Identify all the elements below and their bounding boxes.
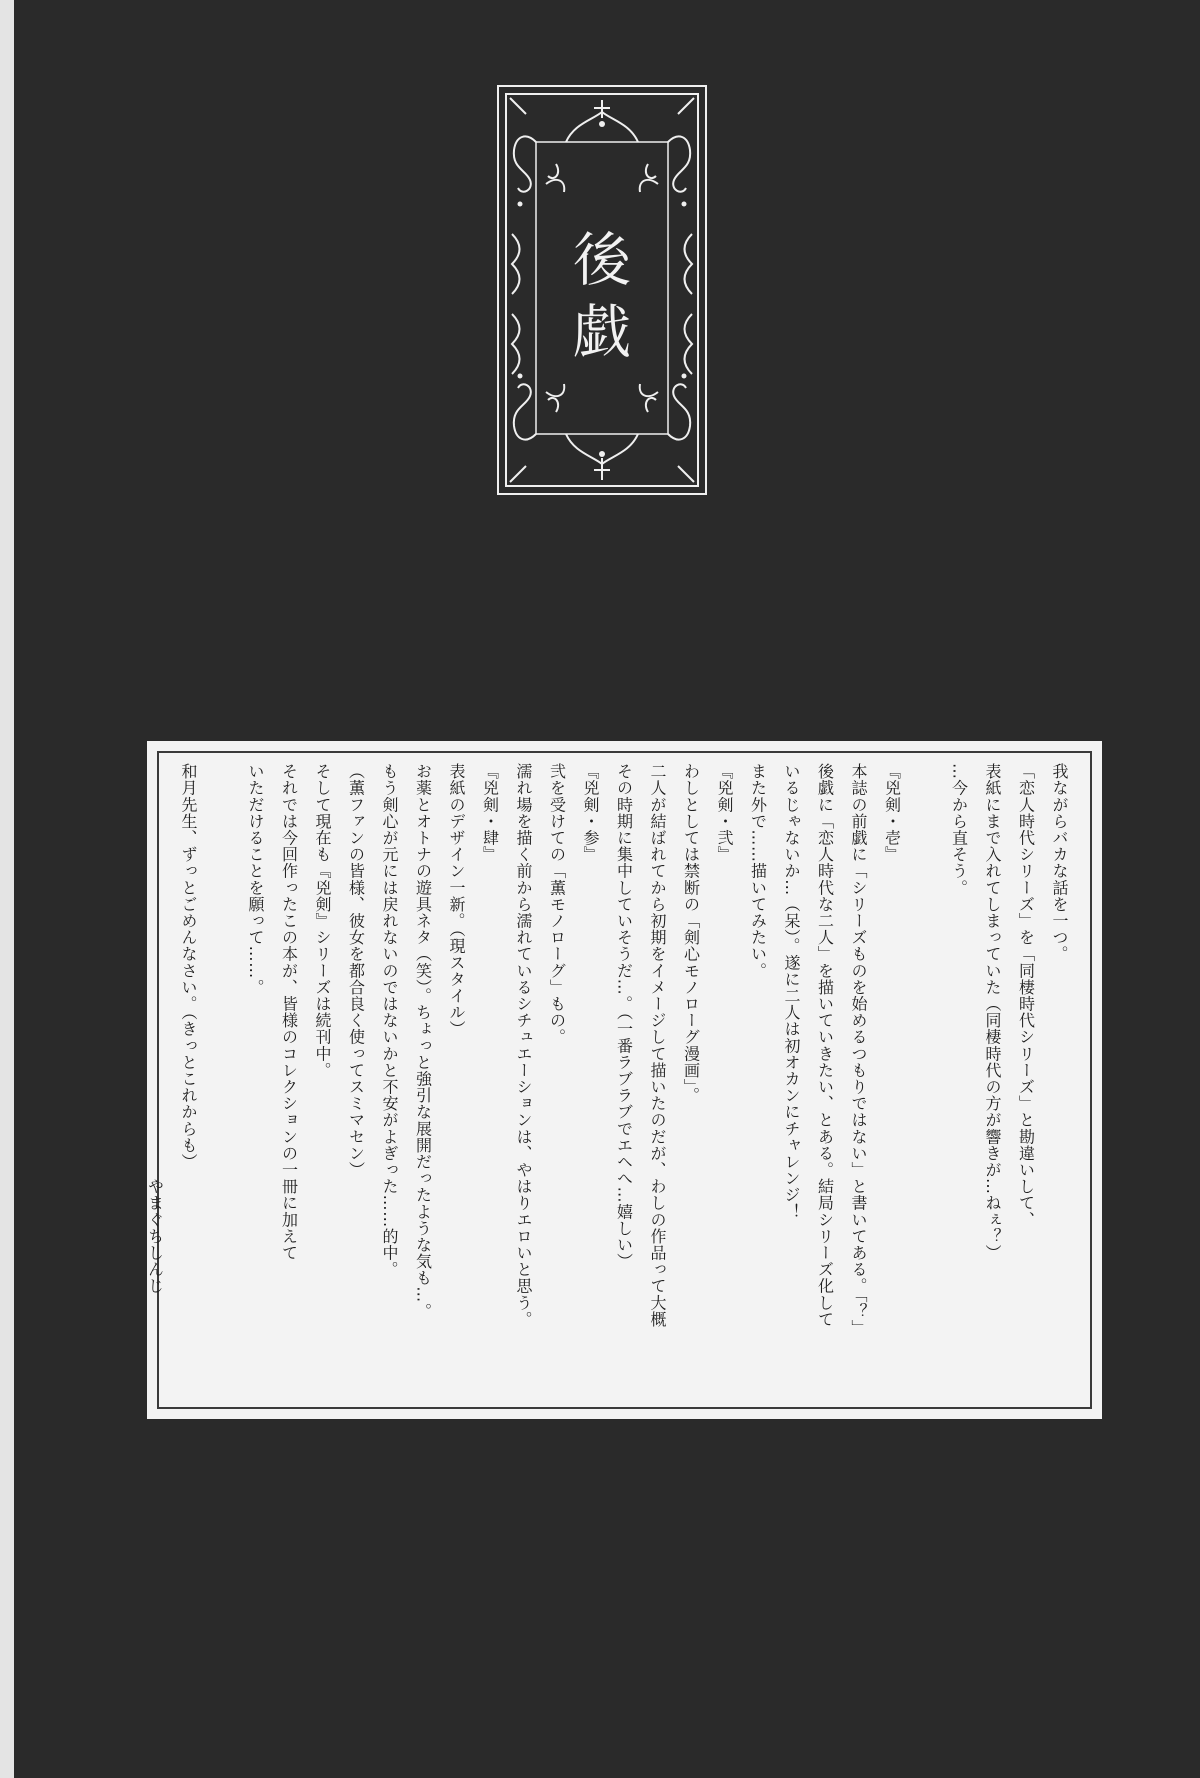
text-line: 表紙にまで入れてしまっていた（同棲時代の方が響きが…ねぇ？）	[983, 763, 1002, 1261]
text-line: また外で……描いてみたい。	[748, 763, 768, 979]
text-line: その時期に集中していそうだ…。（一番ラブラブでエヘへ…嬉しい）	[614, 763, 634, 1270]
section-heading: 『兇剣・肆』	[480, 763, 500, 863]
text-line: いるじゃないか…（呆）。遂に二人は初オカンにチャレンジ！	[782, 763, 801, 1220]
title-char-2: 戯	[572, 298, 631, 366]
text-line: お薬とオトナの遊具ネタ（笑）。ちょっと強引な展開だったような気も…。	[413, 763, 433, 1320]
text-line: 濡れ場を描く前から濡れているシチュエーションは、やはりエロいと思う。	[514, 763, 533, 1328]
text-line: 表紙のデザイン一新。（現スタイル）	[447, 763, 466, 1038]
text-line: もう剣心が元には戻れないのではないかと不安がよぎった……的中。	[380, 763, 399, 1278]
author-signature: やまぐちしんじ	[145, 1178, 165, 1295]
text-line: わしとしては禁断の「剣心モノローグ漫画」。	[681, 763, 701, 1104]
afterword-title	[496, 224, 708, 368]
text-line: 本誌の前戯に「シリーズものを始めるつもりではない」と書いてある。「？」	[849, 763, 868, 1336]
paragraph-gap	[909, 763, 943, 1369]
text-line: そして現在も『兇剣』シリーズは続刊中。	[313, 763, 332, 1079]
section-heading: 『兇剣・弐』	[715, 763, 734, 863]
afterword-panel	[147, 741, 1102, 1419]
text-line: （薫ファンの皆様、彼女を都合良く使ってスミマセン）	[346, 763, 366, 1178]
text-line: 我ながらバカな話を一つ。	[1050, 763, 1069, 963]
ornamental-frame	[496, 84, 708, 496]
title-char-1: 後	[572, 226, 631, 294]
text-line: …今から直そう。	[949, 763, 969, 896]
text-line: 弐を受けての「薫モノローグ」もの。	[547, 763, 567, 1046]
closing-line: 和月先生、ずっとごめんなさい。（きっとこれからも）	[179, 763, 198, 1170]
text-line: いただけることを願って……。	[246, 763, 265, 996]
text-line: 「恋人時代シリーズ」を「同棲時代シリーズ」と勘違いして、	[1016, 763, 1036, 1228]
text-line: 二人が結ばれてから初期をイメージして描いたのだが、わしの作品って大概	[648, 763, 667, 1328]
section-heading: 『兇剣・参』	[581, 763, 600, 863]
paragraph-gap	[205, 763, 239, 1369]
text-line: 後戯に「恋人時代な二人」を描いていきたい、とある。結局シリーズ化して	[815, 763, 835, 1328]
text-line: それでは今回作ったこの本が、皆様のコレクションの一冊に加えて	[279, 763, 299, 1261]
afterword-text	[138, 763, 1076, 1369]
section-heading: 『兇剣・壱』	[882, 763, 902, 863]
page-edge	[0, 0, 14, 1778]
